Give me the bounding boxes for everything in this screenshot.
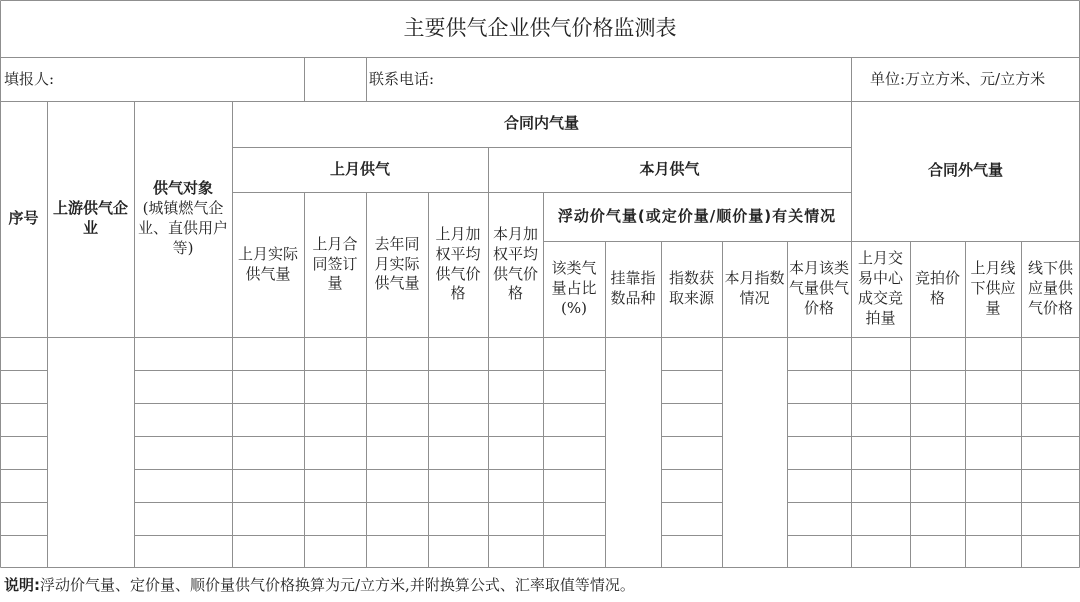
- page-title: 主要供气企业供气价格监测表: [403, 16, 677, 40]
- footnote-text: 浮动价气量、定价量、顺价量供气价格换算为元/立方米,并附换算公式、汇率取值等情况。: [40, 576, 635, 594]
- header-target: [134, 101, 232, 337]
- header-contract-in: 合同内气量: [503, 114, 579, 133]
- col-last-month-actual: 上月实际供气量: [237, 244, 298, 283]
- col-this-month-price: 本月该类气量供气价格: [789, 259, 850, 317]
- col-this-month-avg-price: 本月加权平均供气价格: [492, 224, 538, 303]
- header-contract-out: 合同外气量: [927, 161, 1003, 180]
- header-float-group: 浮动价气量(或定价量/顺价量)有关情况: [557, 206, 837, 225]
- col-index-product: 挂靠指数品种: [610, 269, 656, 307]
- col-last-year-actual: 去年同月实际供气量: [374, 234, 420, 293]
- phone-field: 联系电话:: [369, 70, 435, 88]
- header-target-sub: (城镇燃气企业、直供用户等): [137, 199, 228, 257]
- col-exchange-volume: 上月交易中心成交竞拍量: [857, 249, 903, 327]
- footnote: [4, 572, 635, 602]
- col-index-source: 指数获取来源: [668, 269, 714, 307]
- header-last-month: 上月供气: [329, 159, 390, 178]
- filler-field: 填报人:: [4, 70, 55, 88]
- col-index-status: 本月指数情况: [724, 269, 785, 307]
- col-last-month-avg-price: 上月加权平均供气价格: [435, 224, 481, 303]
- header-seq: 序号: [8, 209, 39, 228]
- col-auction-price: 竞拍价格: [914, 269, 960, 307]
- col-offline-volume: 上月线下供应量: [970, 259, 1016, 317]
- header-this-month: 本月供气: [639, 159, 700, 178]
- footnote-label: 说明:: [4, 576, 40, 594]
- unit-label: 单位:万立方米、元/立方米: [870, 70, 1046, 88]
- col-offline-price: 线下供应量供气价格: [1027, 259, 1073, 317]
- col-last-month-contract: 上月合同签订量: [312, 234, 358, 293]
- header-upstream: 上游供气企业: [52, 199, 128, 237]
- col-share: 该类气量占比(%): [551, 259, 597, 317]
- header-target-title: 供气对象: [152, 179, 213, 198]
